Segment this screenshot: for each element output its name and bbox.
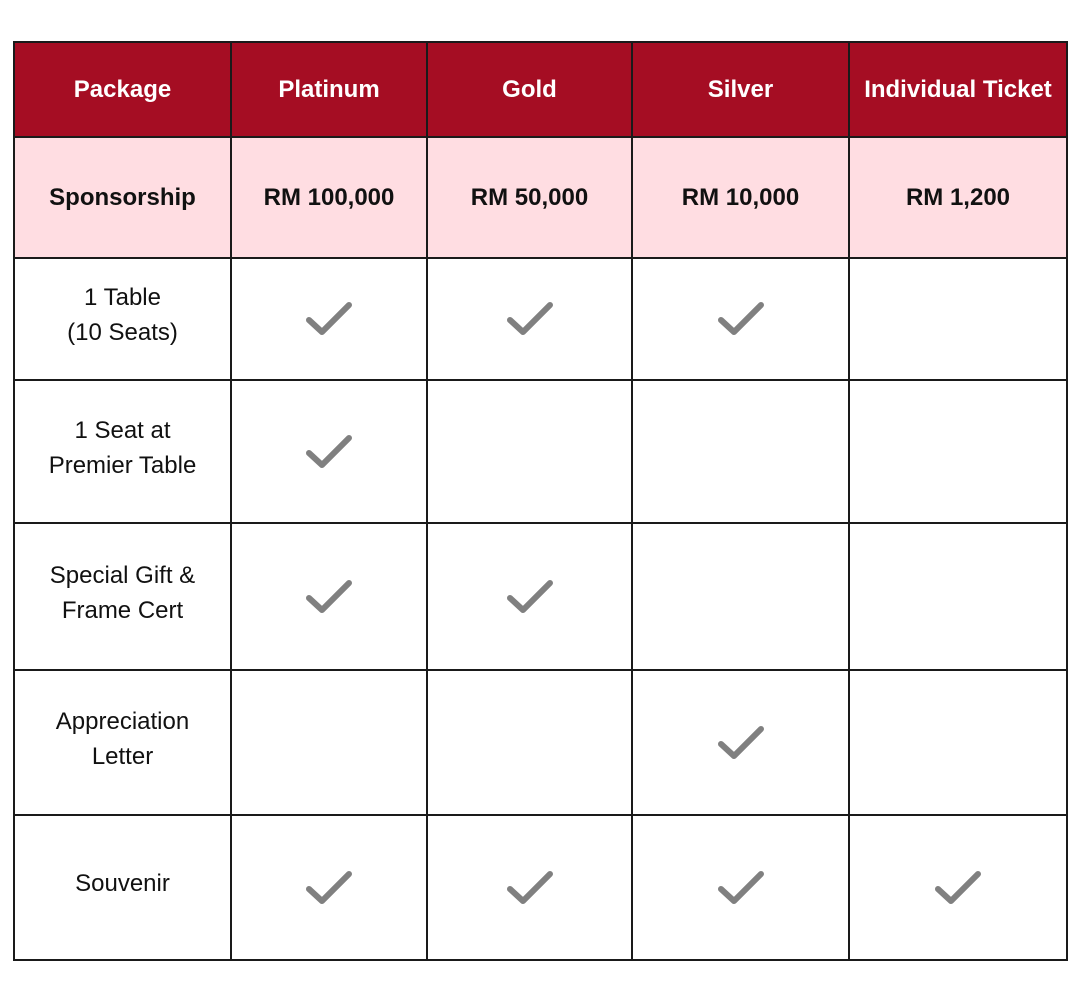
feature-label [14, 670, 231, 815]
checkmark-icon [305, 299, 353, 339]
feature-label [14, 258, 231, 380]
checkmark-icon [717, 868, 765, 908]
feature-cell-individual-ticket [849, 670, 1067, 815]
price-silver: RM 10,000 [632, 137, 849, 258]
feature-label-line2: Premier Table [48, 451, 197, 479]
feature-label-line2: Letter [91, 742, 154, 770]
feature-label [14, 815, 231, 960]
checkmark-icon [305, 577, 353, 617]
feature-row [14, 815, 1067, 960]
feature-row [14, 670, 1067, 815]
feature-cell-silver [632, 380, 849, 523]
feature-label-line1: Special Gift & [49, 561, 196, 589]
feature-label-line1: Souvenir [75, 870, 170, 897]
feature-cell-gold [427, 670, 632, 815]
feature-cell-platinum [231, 815, 427, 960]
feature-cell-gold [427, 523, 632, 670]
feature-row [14, 380, 1067, 523]
sponsorship-package-table [13, 41, 1068, 961]
checkmark-icon [506, 577, 554, 617]
price-individual-ticket: RM 1,200 [849, 137, 1067, 258]
feature-cell-individual-ticket [849, 523, 1067, 670]
checkmark-icon [506, 868, 554, 908]
feature-cell-gold [427, 380, 632, 523]
feature-cell-individual-ticket [849, 815, 1067, 960]
header-tier-individual-ticket: Individual Ticket [849, 42, 1067, 137]
header-tier-gold: Gold [427, 42, 632, 137]
checkmark-icon [506, 299, 554, 339]
feature-cell-silver [632, 815, 849, 960]
checkmark-icon [717, 723, 765, 763]
feature-cell-silver [632, 523, 849, 670]
feature-cell-platinum [231, 258, 427, 380]
feature-label [14, 523, 231, 670]
feature-label-line2: Frame Cert [61, 596, 184, 624]
feature-row [14, 523, 1067, 670]
feature-rows [14, 258, 1067, 960]
sponsorship-label: Sponsorship [14, 137, 231, 258]
feature-cell-platinum [231, 670, 427, 815]
sponsorship-price-row [14, 137, 1067, 258]
feature-cell-platinum [231, 523, 427, 670]
feature-cell-silver [632, 258, 849, 380]
feature-row [14, 258, 1067, 380]
header-tier-silver: Silver [632, 42, 849, 137]
feature-label-line1: 1 Seat at [74, 416, 171, 444]
feature-cell-individual-ticket [849, 258, 1067, 380]
checkmark-icon [717, 299, 765, 339]
feature-cell-individual-ticket [849, 380, 1067, 523]
price-platinum: RM 100,000 [231, 137, 427, 258]
feature-cell-platinum [231, 380, 427, 523]
header-package: Package [14, 42, 231, 137]
sponsorship-package-table-wrapper [13, 41, 1068, 961]
header-row [14, 42, 1067, 137]
feature-cell-silver [632, 670, 849, 815]
feature-label [14, 380, 231, 523]
checkmark-icon [305, 868, 353, 908]
feature-label-line1: Appreciation [55, 707, 190, 735]
feature-label-line2: (10 Seats) [67, 319, 178, 346]
feature-label-line1: 1 Table [84, 284, 161, 311]
feature-cell-gold [427, 815, 632, 960]
checkmark-icon [934, 868, 982, 908]
price-gold: RM 50,000 [427, 137, 632, 258]
feature-cell-gold [427, 258, 632, 380]
header-tier-platinum: Platinum [231, 42, 427, 137]
checkmark-icon [305, 432, 353, 472]
